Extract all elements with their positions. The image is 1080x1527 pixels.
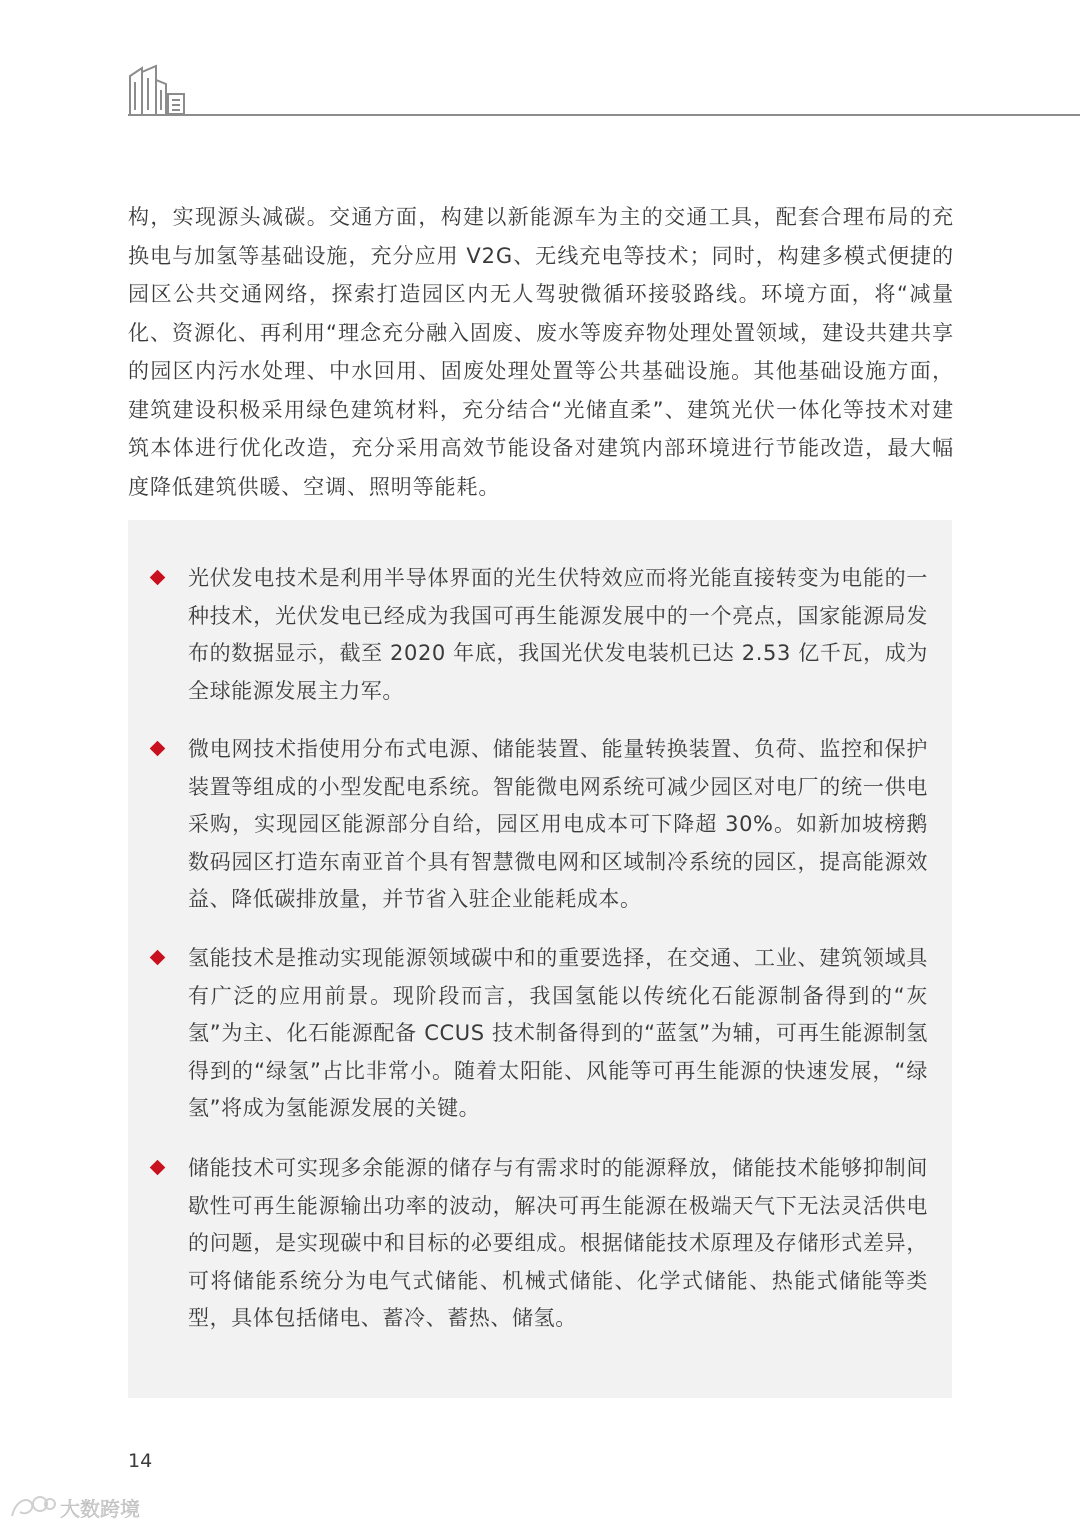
diamond-bullet-icon — [150, 570, 166, 586]
watermark-logo — [8, 1490, 148, 1524]
watermark-text: 大数跨境 — [60, 1497, 140, 1521]
highlight-box — [128, 520, 952, 1398]
diamond-bullet-icon — [150, 950, 166, 966]
bullet-text: 微电网技术指使用分布式电源、储能装置、能量转换装置、负荷、监控和保护装置等组成的小型发配电系统。智能微电网系统可减少园区对电厂的统一供电采购，实现园区能源部分自给，园区用电成本可下降超 30%。如新加坡榜鹅数码园区打造东南亚首个具有智慧微电网和区域制冷系统的园区，提高能源效益、降低碳排放量，并节省入驻企业能耗成本。 — [188, 737, 928, 912]
header-rule — [128, 114, 1080, 116]
building-icon — [128, 62, 190, 116]
page-number: 14 — [128, 1450, 153, 1472]
diamond-bullet-icon — [150, 741, 166, 757]
bullet-text: 氢能技术是推动实现能源领域碳中和的重要选择，在交通、工业、建筑领域具有广泛的应用前景。现阶段而言，我国氢能以传统化石能源制备得到的“灰氢”为主、化石能源配备 CCUS 技术制备得到的“蓝氢”为辅，可再生能源制氢得到的“绿氢”占比非常小。随着太阳能、风能等可再生能源的快速发展，“绿氢”将成为氢能源发展的关键。 — [188, 946, 928, 1121]
bullet-text: 储能技术可实现多余能源的储存与有需求时的能源释放，储能技术能够抑制间歇性可再生能源输出功率的波动，解决可再生能源在极端天气下无法灵活供电的问题，是实现碳中和目标的必要组成。根据储能技术原理及存储形式差异，可将储能系统分为电气式储能、机械式储能、化学式储能、热能式储能等类型，具体包括储电、蓄冷、蓄热、储氢。 — [188, 1156, 928, 1331]
intro-paragraph: 构，实现源头减碳。交通方面，构建以新能源车为主的交通工具，配套合理布局的充换电与加氢等基础设施，充分应用 V2G、无线充电等技术；同时，构建多模式便捷的园区公共交通网络，探索打造园区内无人驾驶微循环接驳路线。环境方面，将“减量化、资源化、再利用“理念充分融入固废、废水等废弃物处理处置领域，建设共建共享的园区内污水处理、中水回用、固废处理处置等公共基础设施。其他基础设施方面，建筑建设积极采用绿色建筑材料，充分结合“光储直柔”、建筑光伏一体化等技术对建筑本体进行优化改造，充分采用高效节能设备对建筑内部环境进行节能改造，最大幅度降低建筑供暖、空调、照明等能耗。 — [128, 205, 954, 499]
bullet-text: 光伏发电技术是利用半导体界面的光生伏特效应而将光能直接转变为电能的一种技术，光伏发电已经成为我国可再生能源发展中的一个亮点，国家能源局发布的数据显示，截至 2020 年底，我国光伏发电装机已达 2.53 亿千瓦，成为全球能源发展主力军。 — [188, 566, 928, 703]
diamond-bullet-icon — [150, 1160, 166, 1176]
